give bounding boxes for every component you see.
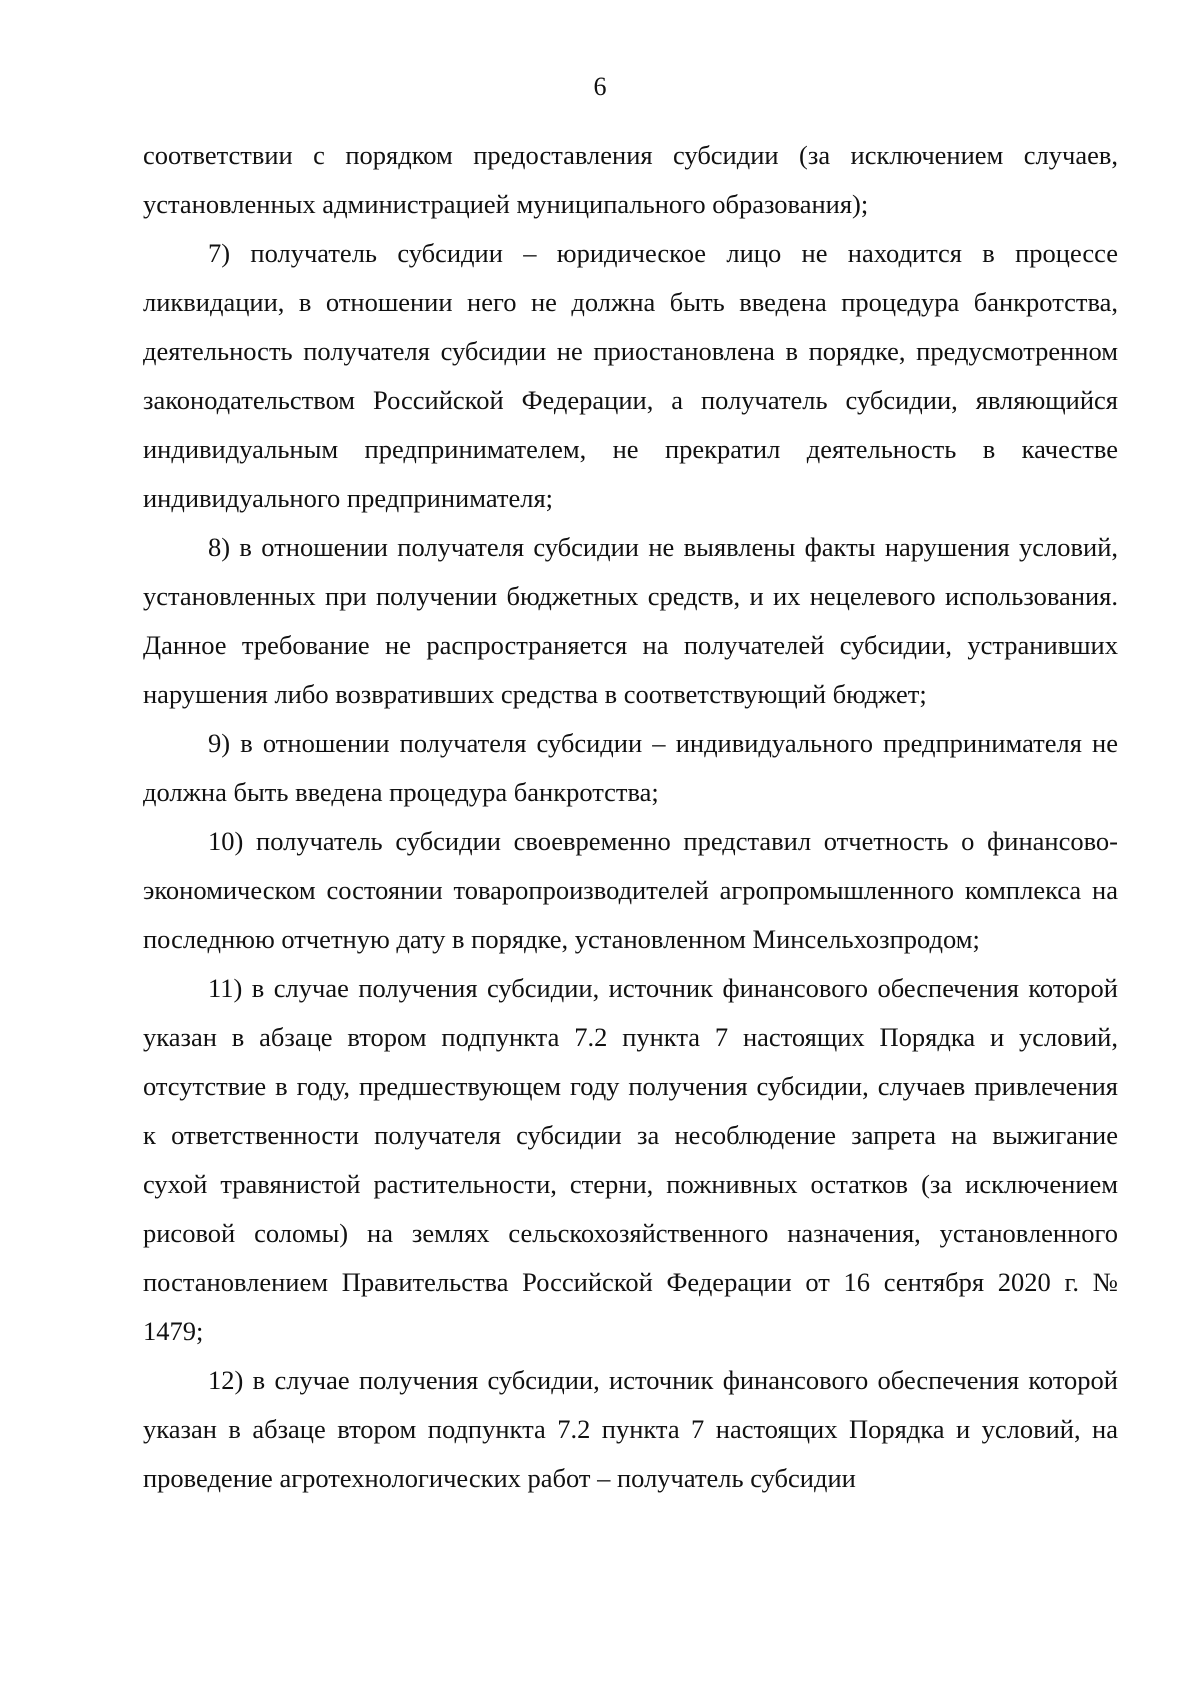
paragraph-item-12: 12) в случае получения субсидии, источник финансового обеспечения которой указан в абзаце втором подпункта 7.2 пункта 7 настоящих Порядка и условий, на проведение агротехнологических работ – получатель субсидии — [143, 1365, 1118, 1493]
paragraph-item-9: 9) в отношении получателя субсидии – индивидуального предпринимателя не должна быть введена процедура банкротства; — [143, 728, 1118, 807]
paragraph-continuation: соответствии с порядком предоставления субсидии (за исключением случаев, установленных администрацией муниципального образования); — [143, 140, 1118, 219]
paragraph-item-8: 8) в отношении получателя субсидии не выявлены факты нарушения условий, установленных при получении бюджетных средств, и их нецелевого использования. Данное требование не распространяется на получателей субсидии, устранивших нарушения либо возвративших средства в соответствующий бюджет; — [143, 532, 1118, 709]
paragraph-item-10: 10) получатель субсидии своевременно представил отчетность о финансово-экономическом состоянии товаропроизводителей агропромышленного комплекса на последнюю отчетную дату в порядке, установленном Минсельхозпродом; — [143, 826, 1118, 954]
document-body — [143, 131, 1118, 1503]
paragraph-item-11: 11) в случае получения субсидии, источник финансового обеспечения которой указан в абзаце втором подпункта 7.2 пункта 7 настоящих Порядка и условий, отсутствие в году, предшествующем году получения субсидии, случаев привлечения к ответственности получателя субсидии за несоблюдение запрета на выжигание сухой травянистой растительности, стерни, пожнивных остатков (за исключением рисовой соломы) на землях сельскохозяйственного назначения, установленного постановлением Правительства Российской Федерации от 16 сентября 2020 г. № 1479; — [143, 973, 1118, 1346]
page-number: 6 — [593, 72, 607, 101]
paragraph-item-7: 7) получатель субсидии – юридическое лицо не находится в процессе ликвидации, в отношении него не должна быть введена процедура банкротства, деятельность получателя субсидии не приостановлена в порядке, предусмотренном законодательством Российской Федерации, а получатель субсидии, являющийся индивидуальным предпринимателем, не прекратил деятельность в качестве индивидуального предпринимателя; — [143, 238, 1118, 513]
